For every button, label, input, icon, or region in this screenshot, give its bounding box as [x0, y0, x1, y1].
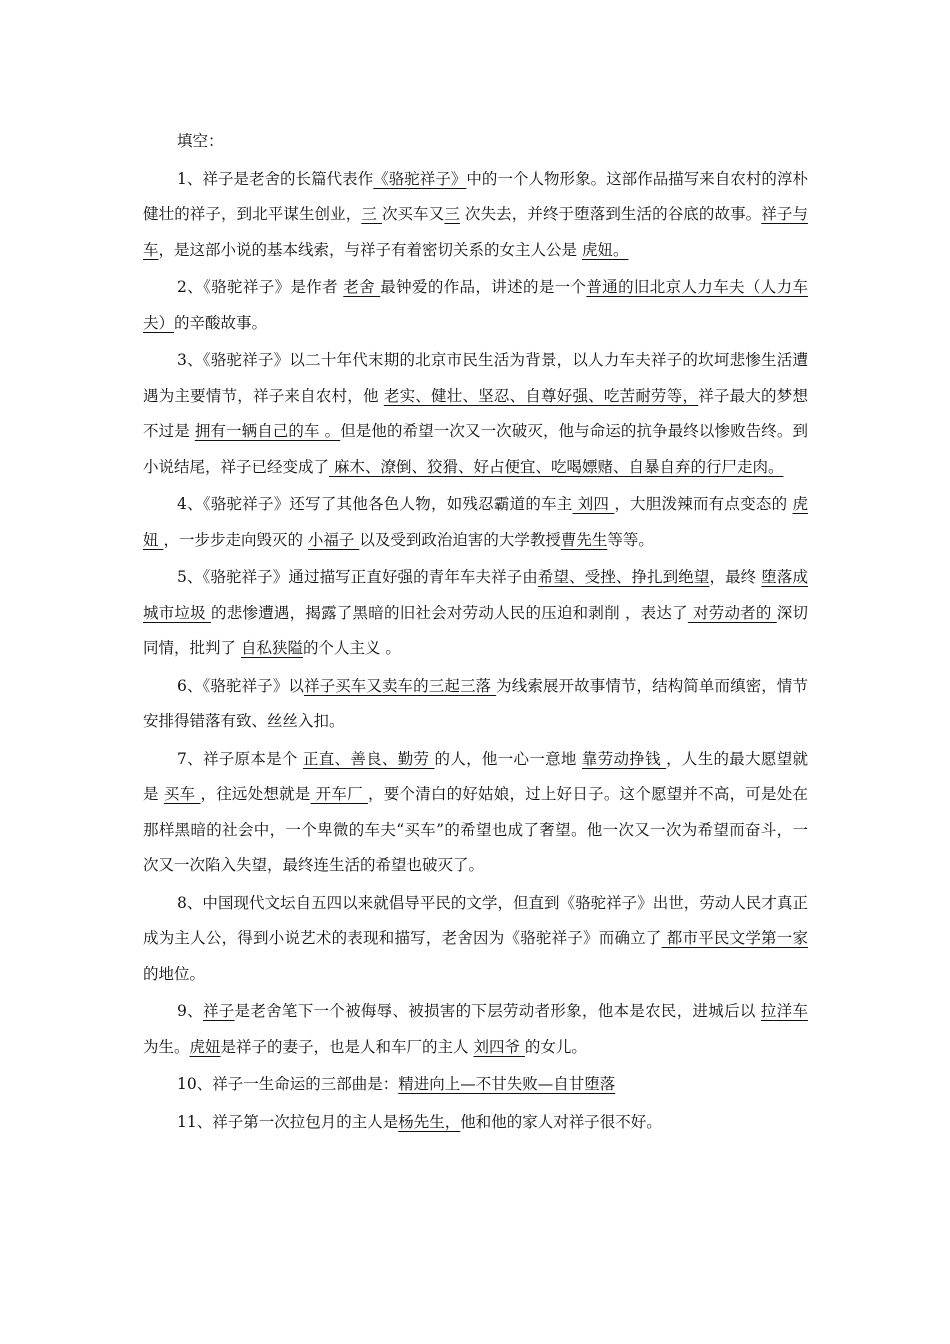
answer-blank: 祥子 [202, 1002, 235, 1020]
answer-blank: 买车 [163, 785, 201, 803]
question-text: ，是这部小说的基本线索，与祥子有着密切关系的女主人公是 [158, 240, 582, 259]
question-text: 次买车又 [381, 205, 445, 223]
question-8 [143, 886, 808, 993]
question-9 [143, 994, 808, 1065]
question-text: 5、《骆驼祥子》通过描写正直好强的青年车夫祥子由 [177, 568, 538, 586]
question-text: 的悲惨遭遇，揭露了黑暗的旧社会对劳动人民的压迫和剥削 ，表达了 [211, 603, 688, 622]
question-text: 是老舍笔下一个被侮辱、被损害的下层劳动者形象，他本是农民，进城后以 [234, 1002, 761, 1020]
question-text: 10、祥子一生命运的三部曲是： [177, 1075, 399, 1093]
question-text: 是祥子的妻子，也是人和车厂的主人 [220, 1037, 474, 1056]
answer-blank: 老舍 [343, 278, 381, 296]
question-11 [143, 1105, 808, 1141]
answer-blank: 三 [444, 205, 460, 223]
question-text: 的辛酸故事。 [174, 313, 268, 332]
question-text: 等等。 [607, 530, 654, 549]
question-text: 次失去，并终于堕落到生活的谷底的故事。 [459, 205, 762, 223]
answer-blank: 虎妞 [189, 1037, 221, 1056]
question-text: 的地位。 [143, 964, 206, 983]
question-text: 6、《骆驼祥子》以 [177, 676, 304, 695]
question-3 [143, 343, 808, 485]
question-text: 深切同情，批判了 [143, 603, 808, 657]
section-heading: 填空： [177, 132, 224, 150]
question-text: 的人，他一心一意地 [434, 749, 582, 768]
answer-blank: 普通的旧北京人力车夫（人力车夫） [143, 278, 808, 332]
question-text: 他和他的家人对祥子很不好。 [460, 1112, 662, 1131]
question-7 [143, 742, 808, 884]
question-text: ，一步步走向毁灭的 [163, 530, 308, 549]
answer-blank: 拥有一辆自己的车 。 [194, 422, 341, 440]
question-5 [143, 560, 808, 667]
question-text: 但是他的希望一次又一次破灭，他与命运的抗争最终以惨败告终。到小说结尾，祥子已经变成了 [143, 422, 808, 476]
answer-blank: 对劳动者的 [687, 603, 777, 622]
document-body [143, 124, 808, 1142]
question-4 [143, 487, 808, 558]
question-6 [143, 669, 808, 740]
question-list [143, 162, 808, 1141]
answer-blank: 麻木、潦倒、狡猾、好占便宜、吃喝嫖赌、自暴自弃的行尸走肉。 [329, 457, 784, 476]
answer-blank: 虎妞 [143, 495, 808, 549]
answer-blank: 三 [361, 205, 382, 223]
answer-blank: 祥子买车又卖车的三起三落 [303, 676, 497, 695]
question-text: 3、《骆驼祥子》以二十年代末期的北京市民生活为背景，以人力车夫祥子的坎坷悲惨生活遭遇为主要情节，祥子来自农村，他 [143, 351, 808, 405]
answer-blank: 正直、善良、勤劳 [302, 749, 435, 768]
question-text: 祥子最大的梦想不过是 [143, 386, 808, 440]
question-text: 的个人主义 。 [302, 639, 401, 657]
question-text: 的女儿。 [524, 1037, 587, 1056]
question-text: ，人生的最大愿望就是 [143, 749, 808, 803]
answer-blank: 《骆驼祥子》 [373, 169, 467, 188]
answer-blank: 祥子与车 [143, 205, 808, 259]
question-text: 为生。 [143, 1037, 190, 1056]
answer-blank: 刘四爷 [473, 1037, 525, 1056]
question-text: ，往远处想就是 [200, 785, 311, 803]
question-text: 为线索展开故事情节，结构简单而缜密，情节安排得错落有致、丝丝入扣。 [143, 676, 808, 730]
question-text: 中的一个人物形象。这部作品描写来自农村的淳朴健壮的祥子，到北平谋生创业， [143, 169, 808, 223]
answer-blank: 开车厂 [310, 785, 368, 803]
answer-blank: 希望、受挫、挣扎到绝望 [537, 568, 710, 586]
question-text: ，最终 [709, 568, 762, 586]
answer-blank: 都市平民文学第一家 [661, 929, 808, 947]
question-2 [143, 270, 808, 341]
answer-blank: 刘四 [572, 495, 615, 513]
question-text: 8、中国现代文坛自五四以来就倡导平民的文学，但直到《骆驼祥子》出世，劳动人民才真正成为主人公，得到小说艺术的表现和描写，老舍因为《骆驼祥子》而确立了 [143, 893, 808, 947]
answer-blank: 拉洋车 [760, 1002, 808, 1020]
answer-blank: 堕落成城市垃圾 [143, 568, 808, 622]
question-text: 7、祥子原本是个 [177, 749, 303, 768]
answer-blank: 虎妞。 [581, 240, 629, 259]
answer-blank: 小福子 [307, 530, 360, 549]
question-text: 11、祥子第一次拉包月的主人是 [177, 1112, 399, 1131]
question-text: 最钟爱的作品，讲述的是一个 [380, 278, 587, 296]
question-1 [143, 162, 808, 269]
question-text: 1、祥子是老舍的长篇代表作 [177, 169, 374, 188]
question-10 [143, 1067, 808, 1103]
question-text: ，要个清白的好姑娘，过上好日子。这个愿望并不高，可是处在那样黑暗的社会中，一个卑微的车夫“买车”的希望也成了奢望。他一次又一次为希望而奋斗，一次又一次陷入失望，最终连生活的希望也破灭了。 [143, 785, 808, 874]
question-text: 9、 [177, 1002, 203, 1020]
answer-blank: 杨先生， [398, 1112, 461, 1131]
answer-blank: 曹先生 [560, 530, 608, 549]
question-text: ，大胆泼辣而有点变态的 [614, 495, 793, 513]
answer-blank: 靠劳动挣钱 [581, 749, 667, 768]
question-text: 4、《骆驼祥子》还写了其他各色人物，如残忍霸道的车主 [177, 495, 573, 513]
question-text: 2、《骆驼祥子》是作者 [177, 278, 344, 296]
question-text: 以及受到政治迫害的大学教授 [359, 530, 561, 549]
answer-blank: 自私狭隘 [240, 639, 303, 657]
answer-blank: 精进向上—不甘失败—自甘堕落 [398, 1075, 616, 1093]
answer-blank: 老实、健壮、坚忍、自尊好强、吃苦耐劳等， [383, 386, 699, 405]
